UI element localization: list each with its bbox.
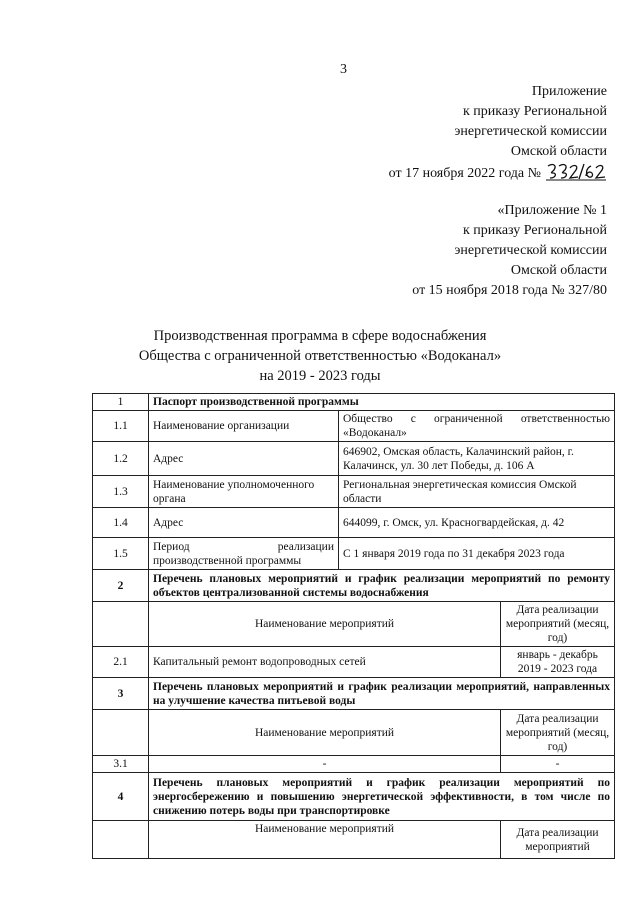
row-value: 644099, г. Омск, ул. Красногвардейская, д. 42 <box>339 508 615 538</box>
annex1-header-line: от 15 ноября 2018 года № 327/80 <box>412 283 607 298</box>
section-title: Перечень плановых мероприятий и график реализации мероприятий по энергосбережению и повышению энергетической эффективности, в том числе по снижению потерь воды при транспортировке <box>149 773 615 821</box>
row-number: 1.4 <box>93 508 149 538</box>
table-row <box>93 508 615 538</box>
section-title: Перечень плановых мероприятий и график реализации мероприятий, направленных на улучшение качества питьевой воды <box>149 678 615 710</box>
row-date: январь - декабрь 2019 - 2023 года <box>501 647 615 678</box>
annex1-header-line: Омской области <box>510 263 607 278</box>
table-row <box>93 442 615 476</box>
table-row <box>93 756 615 773</box>
column-header-date: Дата реализации мероприятий <box>501 821 615 859</box>
row-label: Наименование организации <box>149 411 339 442</box>
annex-header <box>389 82 607 184</box>
table-row <box>93 411 615 442</box>
column-header-date: Дата реализации мероприятий (месяц, год) <box>501 710 615 756</box>
annex-header-date: от 17 ноября 2022 года № <box>388 166 541 181</box>
column-header-date: Дата реализации мероприятий (месяц, год) <box>501 602 615 647</box>
table-row <box>93 710 615 756</box>
table-row <box>93 678 615 710</box>
program-title-line: Общества с ограниченной ответственностью «Водоканал» <box>138 348 502 364</box>
row-label: Адрес <box>149 442 339 476</box>
section-title: Паспорт производственной программы <box>149 394 615 411</box>
page-number: 3 <box>340 62 347 77</box>
row-number: 1.1 <box>93 411 149 442</box>
program-title <box>0 326 640 386</box>
row-number: 1.2 <box>93 442 149 476</box>
row-number: 2.1 <box>93 647 149 678</box>
empty-cell <box>93 710 149 756</box>
section-title: Перечень плановых мероприятий и график реализации мероприятий по ремонту объектов централизованной системы водоснабжения <box>149 570 615 602</box>
table-row <box>93 773 615 821</box>
table-row <box>93 538 615 570</box>
row-number: 3.1 <box>93 756 149 773</box>
table-row <box>93 821 615 859</box>
handwritten-order-number <box>545 162 607 182</box>
row-value: Региональная энергетическая комиссия Омской области <box>339 476 615 508</box>
annex1-header-line: «Приложение № 1 <box>497 203 607 218</box>
table-row <box>93 647 615 678</box>
annex1-header <box>412 201 607 301</box>
empty-cell <box>93 602 149 647</box>
annex-header-date-line <box>389 162 607 184</box>
row-label: Наименование уполномоченного органа <box>149 476 339 508</box>
row-value: 646902, Омская область, Калачинский район, г. Калачинск, ул. 30 лет Победы, д. 106 А <box>339 442 615 476</box>
annex-header-line: к приказу Региональной <box>462 104 607 119</box>
row-number: 1.5 <box>93 538 149 570</box>
section-number: 1 <box>93 394 149 411</box>
row-value: Общество с ограниченной ответственностью «Водоканал» <box>339 411 615 442</box>
annex-header-line: энергетической комиссии <box>454 124 607 139</box>
handwritten-order-number-drawing <box>545 162 607 182</box>
row-event: Капитальный ремонт водопроводных сетей <box>149 647 501 678</box>
annex-header-line: Омской области <box>510 144 607 159</box>
column-header-event: Наименование мероприятий <box>149 710 501 756</box>
section-number: 4 <box>93 773 149 821</box>
program-title-line: на 2019 - 2023 годы <box>259 368 381 384</box>
column-header-event: Наименование мероприятий <box>149 602 501 647</box>
row-number: 1.3 <box>93 476 149 508</box>
production-program-table <box>92 393 615 859</box>
row-value: С 1 января 2019 года по 31 декабря 2023 года <box>339 538 615 570</box>
table-row <box>93 602 615 647</box>
annex-header-line: Приложение <box>531 84 607 99</box>
annex1-header-line: к приказу Региональной <box>462 223 607 238</box>
empty-cell <box>93 821 149 859</box>
table-row <box>93 476 615 508</box>
row-date: - <box>501 756 615 773</box>
column-header-event: Наименование мероприятий <box>149 821 501 859</box>
row-label: Период реализации производственной программы <box>149 538 339 570</box>
table-row <box>93 570 615 602</box>
section-number: 2 <box>93 570 149 602</box>
section-number: 3 <box>93 678 149 710</box>
table-row <box>93 394 615 411</box>
program-title-line: Производственная программа в сфере водоснабжения <box>153 328 487 344</box>
annex1-header-line: энергетической комиссии <box>454 243 607 258</box>
row-event: - <box>149 756 501 773</box>
row-label: Адрес <box>149 508 339 538</box>
